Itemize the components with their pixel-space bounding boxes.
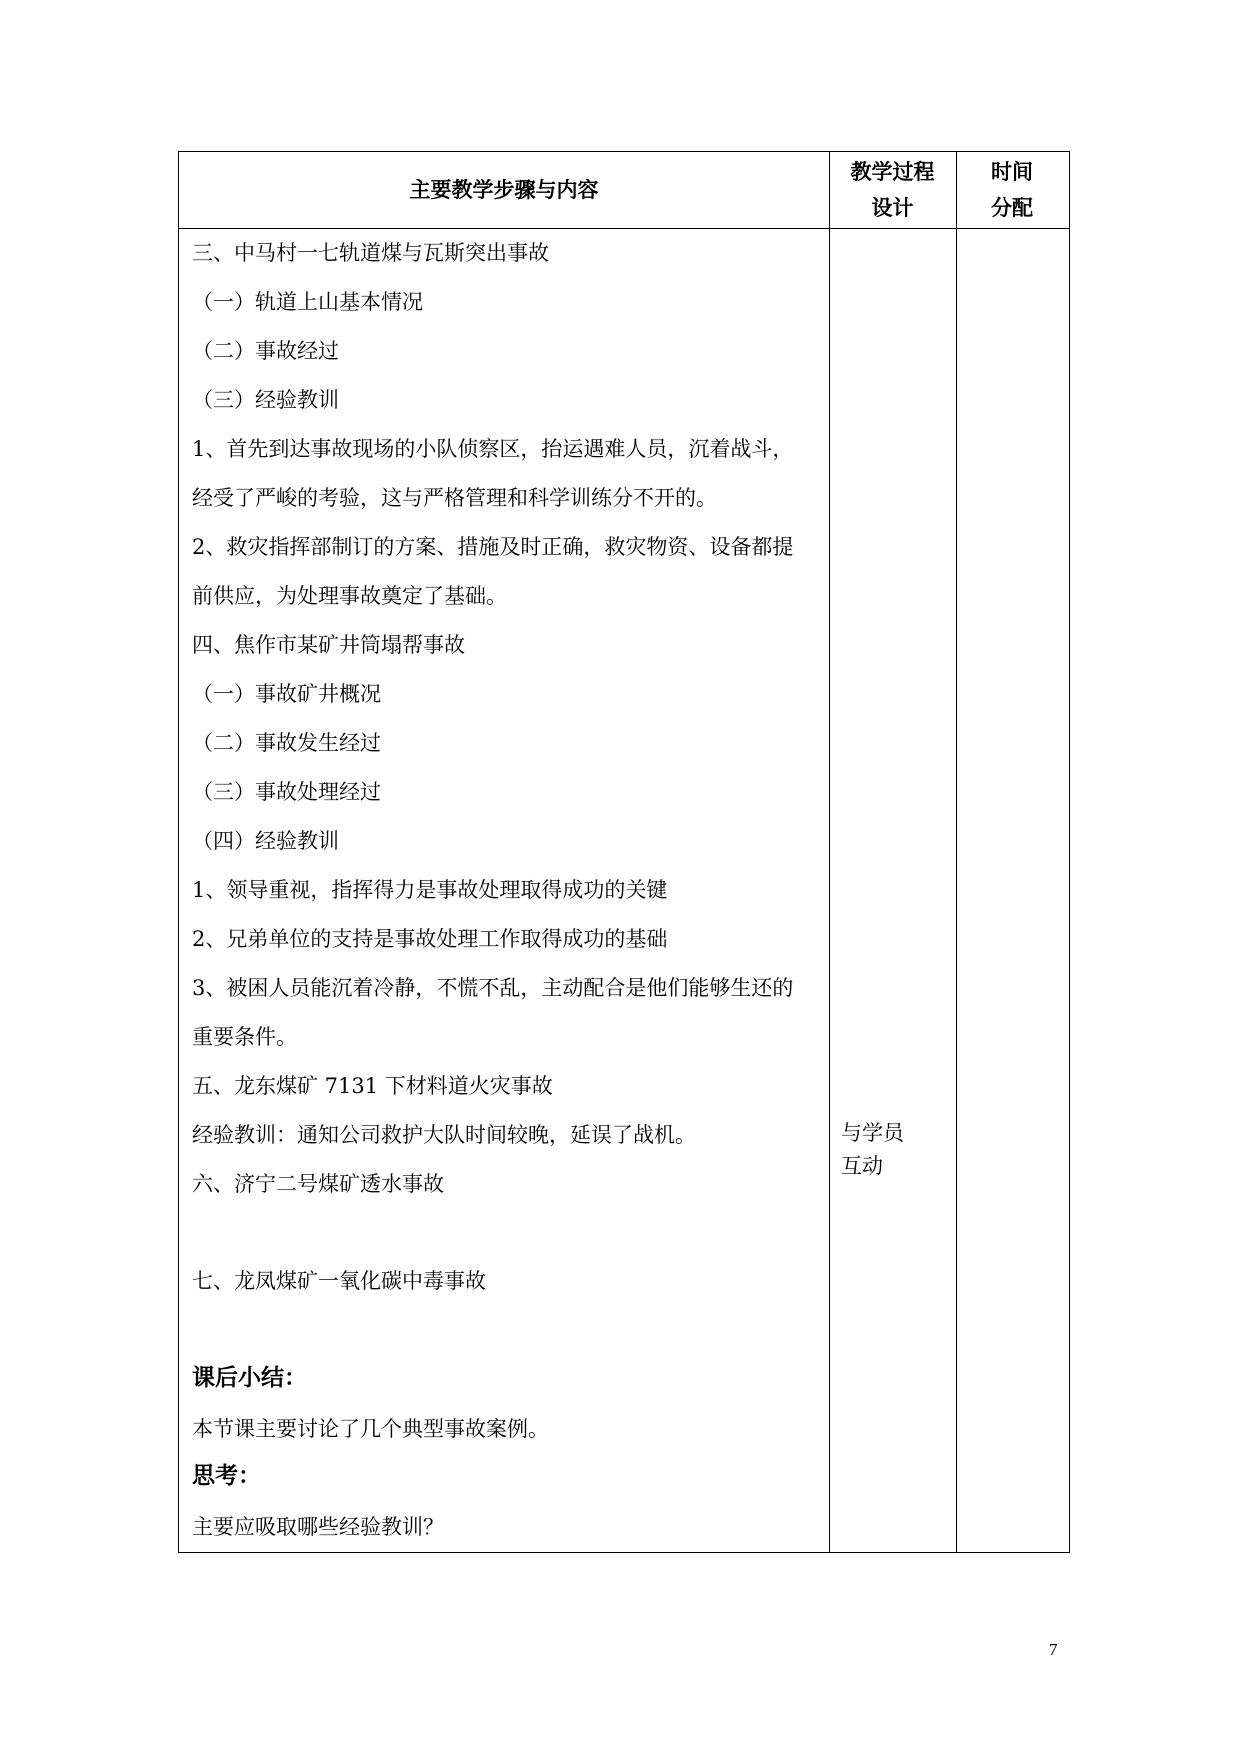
header-divider (179, 228, 1069, 229)
content-line: 经验教训：通知公司救护大队时间较晚，延误了战机。 (192, 1123, 696, 1147)
content-line: 1、领导重视，指挥得力是事故处理取得成功的关键 (192, 878, 668, 902)
process-note-line1: 与学员 (841, 1121, 904, 1145)
content-line: 2、救灾指挥部制订的方案、措施及时正确，救灾物资、设备都提 (192, 535, 794, 559)
content-line: 本节课主要讨论了几个典型事故案例。 (192, 1417, 549, 1441)
header-process-line2: 设计 (871, 196, 914, 220)
content-line: （一）事故矿井概况 (192, 682, 381, 706)
page-number: 7 (1049, 1640, 1058, 1659)
content-line: （四）经验教训 (192, 829, 339, 853)
content-line: （二）事故经过 (192, 339, 339, 363)
content-line: （一）轨道上山基本情况 (192, 290, 423, 314)
content-line: 五、龙东煤矿 7131 下材料道火灾事故 (192, 1074, 553, 1098)
content-line: 1、首先到达事故现场的小队侦察区，抬运遇难人员，沉着战斗， (192, 437, 794, 461)
column-divider-1 (829, 152, 830, 1552)
content-line: （二）事故发生经过 (192, 731, 381, 755)
content-line: 2、兄弟单位的支持是事故处理工作取得成功的基础 (192, 927, 668, 951)
header-content (179, 152, 829, 228)
header-process-line1: 教学过程 (850, 160, 935, 184)
header-content-label: 主要教学步骤与内容 (409, 178, 599, 202)
content-line: 经受了严峻的考验，这与严格管理和科学训练分不开的。 (192, 486, 717, 510)
content-line: 三、中马村一七轨道煤与瓦斯突出事故 (192, 241, 549, 265)
header-process (829, 152, 956, 228)
content-line: 六、济宁二号煤矿透水事故 (192, 1172, 444, 1196)
lesson-plan-table (178, 151, 1070, 1553)
content-line: （三）事故处理经过 (192, 780, 381, 804)
process-note-line2: 互动 (841, 1154, 883, 1178)
content-line: 3、被困人员能沉着冷静，不慌不乱，主动配合是他们能够生还的 (192, 976, 794, 1000)
content-line: 四、焦作市某矿井筒塌帮事故 (192, 633, 465, 657)
header-time (956, 152, 1068, 228)
header-time-line2: 分配 (991, 196, 1033, 220)
content-line: 主要应吸取哪些经验教训？ (192, 1515, 444, 1539)
summary-heading: 课后小结： (192, 1365, 307, 1391)
header-time-line1: 时间 (991, 160, 1033, 184)
reflection-heading: 思考： (192, 1463, 261, 1489)
content-line: 七、龙凤煤矿一氧化碳中毒事故 (192, 1269, 486, 1293)
column-divider-2 (956, 152, 957, 1552)
content-line: 前供应，为处理事故奠定了基础。 (192, 584, 507, 608)
process-note (841, 1117, 904, 1183)
content-line: 重要条件。 (192, 1025, 297, 1049)
content-line: （三）经验教训 (192, 388, 339, 412)
